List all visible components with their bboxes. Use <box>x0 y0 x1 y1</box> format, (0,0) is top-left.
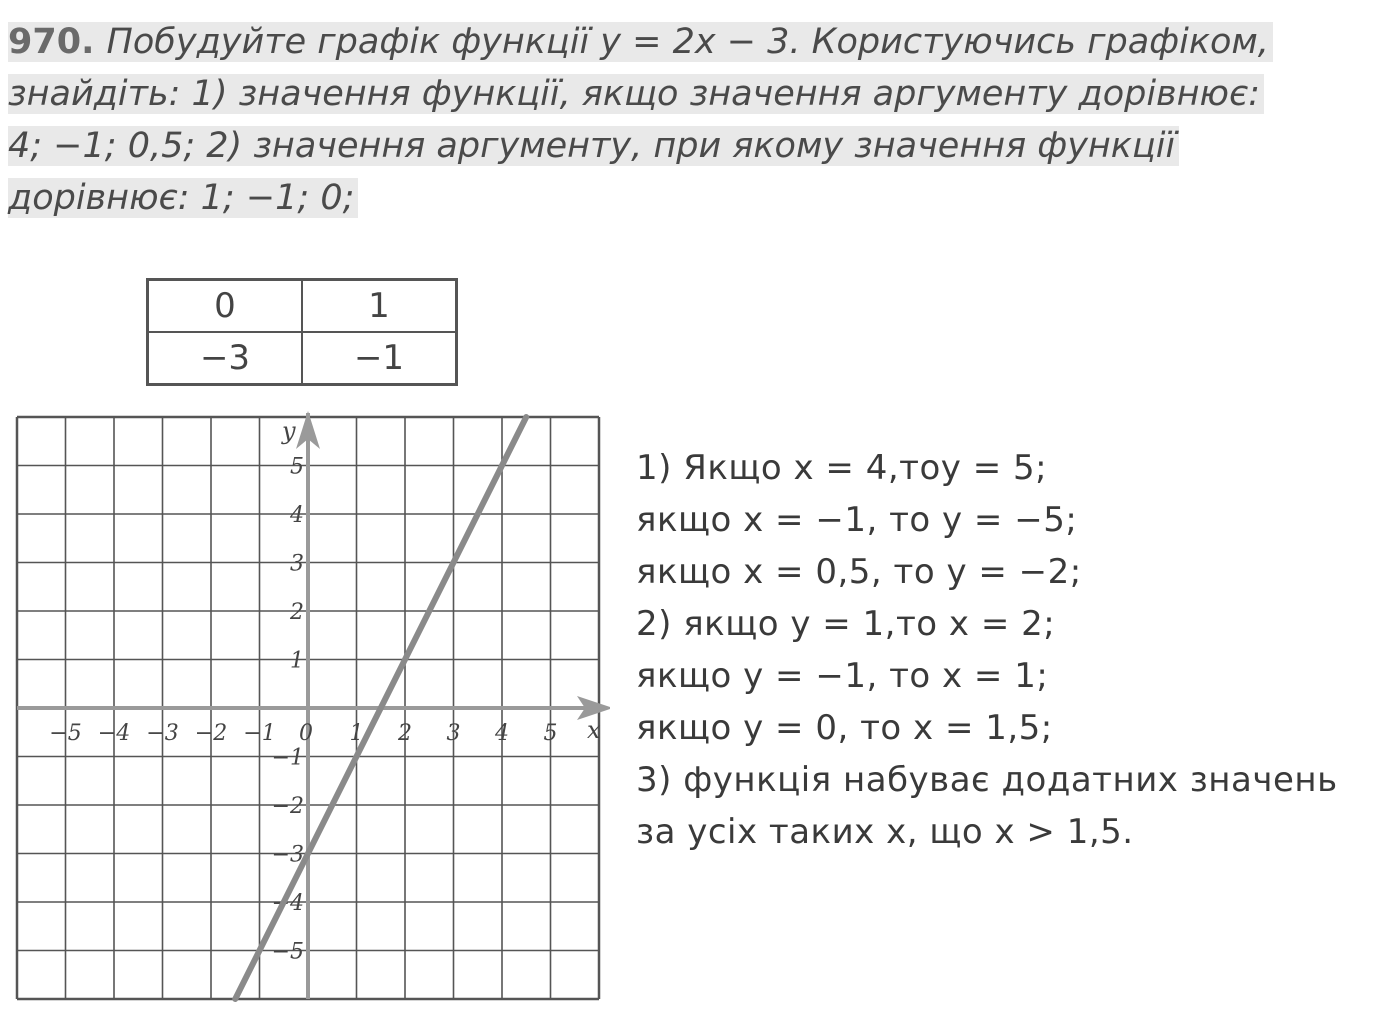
values-table <box>146 278 458 386</box>
answer-line-6: якщо y = 0, то x = 1,5; <box>636 708 1053 748</box>
task-text-3: 4; −1; 0,5; 2) значення аргументу, при якому значення функції <box>8 126 1179 166</box>
task-line-1: 970. Побудуйте графік функції y = 2x − 3. Користуючись графіком, <box>8 16 1368 68</box>
function-graph <box>10 408 610 1008</box>
x-tick-label: −3 <box>146 721 179 746</box>
task-line-2 <box>8 68 1368 120</box>
answer-line-4: 2) якщо y = 1,то x = 2; <box>636 604 1056 644</box>
answers <box>636 442 1384 858</box>
y-tick-label: −5 <box>271 939 304 965</box>
task-line-3 <box>8 120 1368 172</box>
y-tick-label: −4 <box>271 891 304 916</box>
y-axis-label: y <box>282 417 296 445</box>
table-cell-y-0: −3 <box>148 332 303 385</box>
x-tick-label: 0 <box>299 721 313 746</box>
table-row-y <box>148 332 457 385</box>
task-text-1: Побудуйте графік функції y = 2x − 3. Користуючись графіком, <box>106 22 1269 62</box>
y-tick-label: 3 <box>290 551 304 577</box>
task-text-4: дорівнює: 1; −1; 0; <box>8 178 358 218</box>
task-text-2: знайдіть: 1) значення функції, якщо значення аргументу дорівнює: <box>8 74 1264 114</box>
y-tick-label: −3 <box>271 842 304 868</box>
answer-line-1: 1) Якщо x = 4,тоy = 5; <box>636 448 1048 488</box>
answer-line-2: якщо x = −1, то y = −5; <box>636 500 1078 540</box>
answer-line-8: за усіх таких x, що x > 1,5. <box>636 812 1134 852</box>
y-tick-label: 5 <box>290 454 304 480</box>
x-tick-label: 4 <box>495 721 509 746</box>
y-tick-label: 4 <box>290 503 304 528</box>
y-tick-label: 2 <box>290 600 304 625</box>
answer-line-3: якщо x = 0,5, то y = −2; <box>636 552 1082 592</box>
x-tick-label: −5 <box>49 721 82 746</box>
table-cell-y-1: −1 <box>302 332 457 385</box>
x-tick-label: 3 <box>446 721 461 746</box>
table-cell-x-1: 1 <box>302 280 457 333</box>
y-tick-label: −2 <box>271 794 304 819</box>
x-axis-label: x <box>587 716 601 744</box>
table-row-x <box>148 280 457 333</box>
x-tick-label: −2 <box>194 721 228 746</box>
task-number: 970 <box>8 22 82 62</box>
answer-line-7: 3) функція набуває додатних значень <box>636 760 1338 800</box>
x-tick-label: −1 <box>243 721 276 746</box>
x-tick-label: 5 <box>543 721 558 746</box>
x-tick-label: 2 <box>398 721 412 746</box>
task-statement <box>8 16 1368 224</box>
table-cell-x-0: 0 <box>148 280 303 333</box>
x-tick-label: 1 <box>349 721 364 746</box>
x-tick-label: −4 <box>97 721 131 746</box>
answer-line-5: якщо y = −1, то x = 1; <box>636 656 1049 696</box>
y-tick-label: −1 <box>271 745 304 771</box>
task-line-4 <box>8 172 1368 224</box>
y-tick-label: 1 <box>290 648 304 674</box>
